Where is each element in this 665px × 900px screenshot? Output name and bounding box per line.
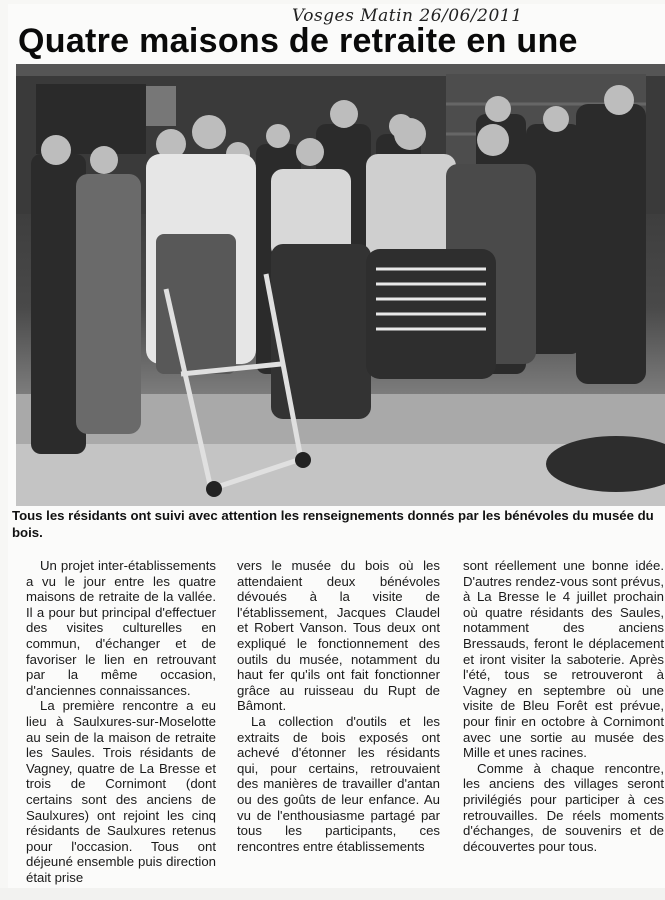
- article-headline: Quatre maisons de retraite en une: [18, 22, 578, 60]
- article-column-1: [26, 558, 216, 885]
- column-3-paragraph-2: Comme à chaque rencontre, les anciens des villages seront privilégiés pour participer à ces retrouvailles. De réels moments d'échanges, de souvenirs et de découvertes pour tous.: [463, 760, 664, 854]
- column-2-paragraph-2: La collection d'outils et les extraits de bois exposés ont achevé d'étonner les résidants qui, pour certains, retrouvaient des manières de travailler d'antan ou des goûts de leur enfance. Au vu de l'enthousiasme partagé par tous les participants, ces rencontres entre établissements: [237, 713, 440, 854]
- column-1-paragraph-2: La première rencontre a eu lieu à Saulxures-sur-Moselotte au sein de la maison de retraite les Saules. Trois résidants de Vagney, quatre de La Bresse et trois de Cornimont (dont certains sont des anciens de Saulxures) ont rejoint les cinq résidants de Saulxures retenus pour l'occasion. Tous ont déjeuné ensemble puis direction était prise: [26, 698, 216, 885]
- group-photo-illustration: [16, 64, 665, 506]
- photo-caption: Tous les résidants ont suivi avec attention les renseignements donnés par les bénévoles du musée du bois.: [12, 508, 654, 540]
- column-3-paragraph-1: sont réellement une bonne idée. D'autres rendez-vous sont prévus, à La Bresse le 4 juillet prochain où quatre résidants des Saules, notamment des anciens Bressauds, feront le déplacement et iront visiter la saboterie. Après l'été, tous se retrouveront à Vagney en septembre où une visite de Bleu Forêt est prévue, pour finir en octobre à Cornimont avec une sortie au musée des Mille et unes racines.: [463, 558, 664, 761]
- handwritten-source-note: Vosges Matin 26/06/2011: [292, 6, 523, 26]
- page-bottom-edge: [0, 888, 665, 900]
- group-photo: [16, 64, 665, 506]
- article-column-2: [237, 558, 440, 854]
- article-column-3: [463, 558, 664, 854]
- column-2-paragraph-1: vers le musée du bois où les attendaient deux bénévoles dévoués à la visite de l'établissement, Jacques Claudel et Robert Vanson. Tous deux ont expliqué le fonctionnement des outils du musée, notamment du haut fer qu'ils ont fait fonctionner grâce au ruisseau du Rupt de Bâmont.: [237, 558, 440, 714]
- column-1-paragraph-1: Un projet inter-établissements a vu le jour entre les quatre maisons de retraite de la vallée. Il a pour but principal d'effectuer des visites culturelles en commun, d'échanger et de favoriser le lien en retrouvant par la même occasion, d'anciennes connaissances.: [26, 558, 216, 698]
